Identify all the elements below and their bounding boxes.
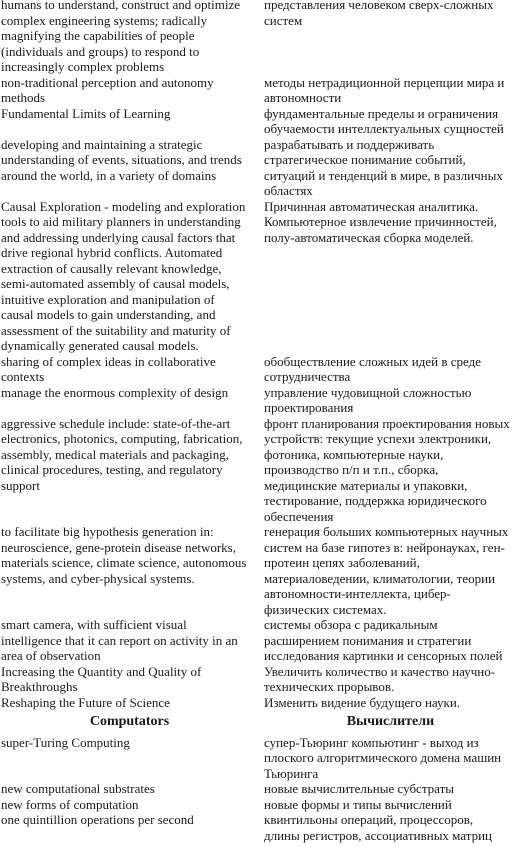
text-line: assembly, medical materials and packaging, <box>1 446 230 462</box>
english-term <box>0 695 258 711</box>
text-line: Изменить видение будущего науки. <box>264 694 461 710</box>
table-row <box>0 524 519 617</box>
text-line: системы обзора с радикальным <box>264 617 438 632</box>
text-line: intelligence that it can report on activity in an <box>1 632 238 648</box>
text-line: новые формы и типы вычислений <box>264 796 452 812</box>
text-line: super-Turing Computing <box>1 734 130 750</box>
text-line: to facilitate big hypothesis generation in: <box>1 524 214 539</box>
table-row <box>0 735 519 782</box>
text-line: материаловедении, климатологии, теории <box>264 570 496 586</box>
russian-translation <box>258 524 519 617</box>
text-line: супер-Тьюринг компьютинг - выход из <box>264 734 479 750</box>
text-line: neuroscience, gene-protein disease networks, <box>1 539 236 555</box>
russian-translation <box>258 664 519 695</box>
russian-translation <box>258 781 519 797</box>
text-line: Reshaping the Future of Science <box>1 694 170 710</box>
text-line: one quintillion operations per second <box>1 812 194 827</box>
text-line: extraction of causally relevant knowledge, <box>1 260 222 276</box>
text-line: ситуаций и тенденций в мире, в различных <box>264 167 503 183</box>
text-line: support <box>1 477 40 493</box>
text-line: humans to understand, construct and optimize <box>1 0 241 12</box>
table-row <box>0 137 519 199</box>
text-line: and addressing underlying causal factors that <box>1 229 236 245</box>
text-line: систем на базе гипотез в: нейронауках, ген- <box>264 539 505 555</box>
english-term <box>0 524 258 617</box>
russian-translation <box>258 354 519 385</box>
text-line: физических системах. <box>264 601 387 617</box>
text-line: разрабатывать и поддерживать <box>264 136 435 152</box>
text-line: тестирование, поддержка юридического <box>264 493 487 508</box>
text-line: сотрудничества <box>264 369 351 384</box>
text-line: Компьютерное извлечение причинностей, <box>264 214 497 229</box>
text-line: sharing of complex ideas in collaborative <box>1 353 216 369</box>
text-line: генерация больших компьютерных научных <box>264 524 509 539</box>
text-line: Причинная автоматическая аналитика. <box>264 198 479 214</box>
russian-translation <box>258 106 519 137</box>
text-line: систем <box>264 12 303 28</box>
text-line: magnifying the capabilities of people <box>1 28 195 43</box>
english-term <box>0 416 258 525</box>
text-line: фронт планирования проектирования новых <box>264 415 510 431</box>
text-line: производство п/п и т.п., сборка, <box>264 462 439 477</box>
english-term <box>0 664 258 695</box>
text-line: расширением понимания и стратегии <box>264 632 472 648</box>
table-row <box>0 617 519 664</box>
text-line: increasingly complex problems <box>1 59 165 74</box>
text-line: manage the enormous complexity of design <box>1 384 229 400</box>
table-row <box>0 416 519 525</box>
text-line: intuitive exploration and manipulation of <box>1 291 215 307</box>
text-line: assessment of the suitability and maturity of <box>1 322 231 338</box>
english-term <box>0 781 258 797</box>
english-term <box>0 106 258 137</box>
russian-translation <box>258 617 519 664</box>
english-term <box>0 354 258 385</box>
table-row <box>0 0 519 75</box>
table-row <box>0 695 519 711</box>
text-line: автономности <box>264 90 342 105</box>
text-line: плоского алгоритмического домена машин <box>264 750 502 765</box>
russian-translation <box>258 199 519 354</box>
english-term <box>0 735 258 782</box>
text-line: технических прорывов. <box>264 679 395 694</box>
russian-translation <box>258 695 519 711</box>
text-line: методы нетрадиционной перцепции мира и <box>264 74 505 90</box>
text-line: new forms of computation <box>1 796 139 812</box>
russian-translation <box>258 797 519 813</box>
english-term <box>0 617 258 664</box>
text-line: представления человеком сверх-сложных <box>264 0 494 12</box>
text-line: протеин цепях заболеваний, <box>264 555 420 570</box>
table-row <box>0 812 519 843</box>
text-line: drive regional hybrid conflicts. Automated <box>1 245 223 260</box>
text-line: around the world, in a variety of domains <box>1 167 217 183</box>
text-line: Increasing the Quantity and Quality of <box>1 663 202 679</box>
english-term <box>0 75 258 106</box>
text-line: управление чудовищной сложностью <box>264 384 472 400</box>
russian-translation <box>258 75 519 106</box>
russian-translation <box>258 137 519 199</box>
section-heading-ru: Вычислители <box>346 714 435 729</box>
text-line: стратегическое понимание событий, <box>264 152 466 167</box>
text-line: area of observation <box>1 648 101 663</box>
text-line: Тьюринга <box>264 765 319 781</box>
text-line: обобществление сложных идей в среде <box>264 353 481 369</box>
text-line: исследования картинки и сенсорных полей <box>264 648 503 663</box>
russian-translation <box>258 0 519 75</box>
text-line: фундаментальные пределы и ограничения <box>264 105 499 121</box>
text-line: Causal Exploration - modeling and exploration <box>1 198 246 214</box>
text-line: Увеличить количество и качество научно- <box>264 663 496 679</box>
text-line: обучаемости интеллектуальных сущностей <box>264 121 504 136</box>
russian-translation <box>258 812 519 843</box>
text-line: Breakthroughs <box>1 679 78 694</box>
term-table-computators <box>0 735 519 844</box>
text-line: aggressive schedule include: state-of-the-art <box>1 415 231 431</box>
text-line: медицинские материалы и упаковки, <box>264 477 468 493</box>
text-line: causal models to gain understanding, and <box>1 307 216 322</box>
text-line: materials science, climate science, autonomous <box>1 555 247 570</box>
table-row <box>0 385 519 416</box>
text-line: semi-automated assembly of causal models, <box>1 276 230 291</box>
text-line: new computational substrates <box>1 781 155 796</box>
english-term <box>0 797 258 813</box>
text-line: (individuals and groups) to respond to <box>1 43 200 59</box>
table-row <box>0 797 519 813</box>
text-line: квинтильоны операций, процессоров, <box>264 812 474 827</box>
text-line: dynamically generated causal models. <box>1 338 199 353</box>
english-term <box>0 385 258 416</box>
english-term <box>0 0 258 75</box>
text-line: фотоника, компьютерные науки, <box>264 446 444 462</box>
text-line: understanding of events, situations, and trends <box>1 152 242 167</box>
text-line: developing and maintaining a strategic <box>1 136 203 152</box>
table-row <box>0 199 519 354</box>
text-line: областях <box>264 183 313 198</box>
text-line: clinical procedures, testing, and regulatory <box>1 462 223 477</box>
text-line: Fundamental Limits of Learning <box>1 105 171 121</box>
text-line: автономности-интеллекта, цибер- <box>264 586 451 601</box>
text-line: устройств: текущие успехи электроники, <box>264 431 492 446</box>
text-line: methods <box>1 90 46 105</box>
text-line: systems, and cyber-physical systems. <box>1 570 195 586</box>
english-term <box>0 812 258 843</box>
table-row <box>0 106 519 137</box>
text-line: smart camera, with sufficient visual <box>1 617 187 632</box>
text-line: длины регистров, ассоциативных матриц <box>264 827 493 843</box>
english-term <box>0 137 258 199</box>
table-row <box>0 664 519 695</box>
section-heading-en: Computators <box>89 714 170 729</box>
text-line: tools to aid military planners in understanding <box>1 214 241 229</box>
section-heading-row <box>0 710 519 735</box>
text-line: complex engineering systems; radically <box>1 12 208 28</box>
table-row <box>0 75 519 106</box>
text-line: полу-автоматическая сборка моделей. <box>264 229 474 245</box>
text-line: non-traditional perception and autonomy <box>1 74 214 90</box>
table-row <box>0 354 519 385</box>
text-line: contexts <box>1 369 45 384</box>
table-row <box>0 781 519 797</box>
text-line: новые вычислительные субстраты <box>264 781 455 796</box>
text-line: обеспечения <box>264 508 334 524</box>
russian-translation <box>258 735 519 782</box>
text-line: проектирования <box>264 400 354 415</box>
text-line: electronics, photonics, computing, fabrication, <box>1 431 243 446</box>
russian-translation <box>258 385 519 416</box>
english-term <box>0 199 258 354</box>
russian-translation <box>258 416 519 525</box>
